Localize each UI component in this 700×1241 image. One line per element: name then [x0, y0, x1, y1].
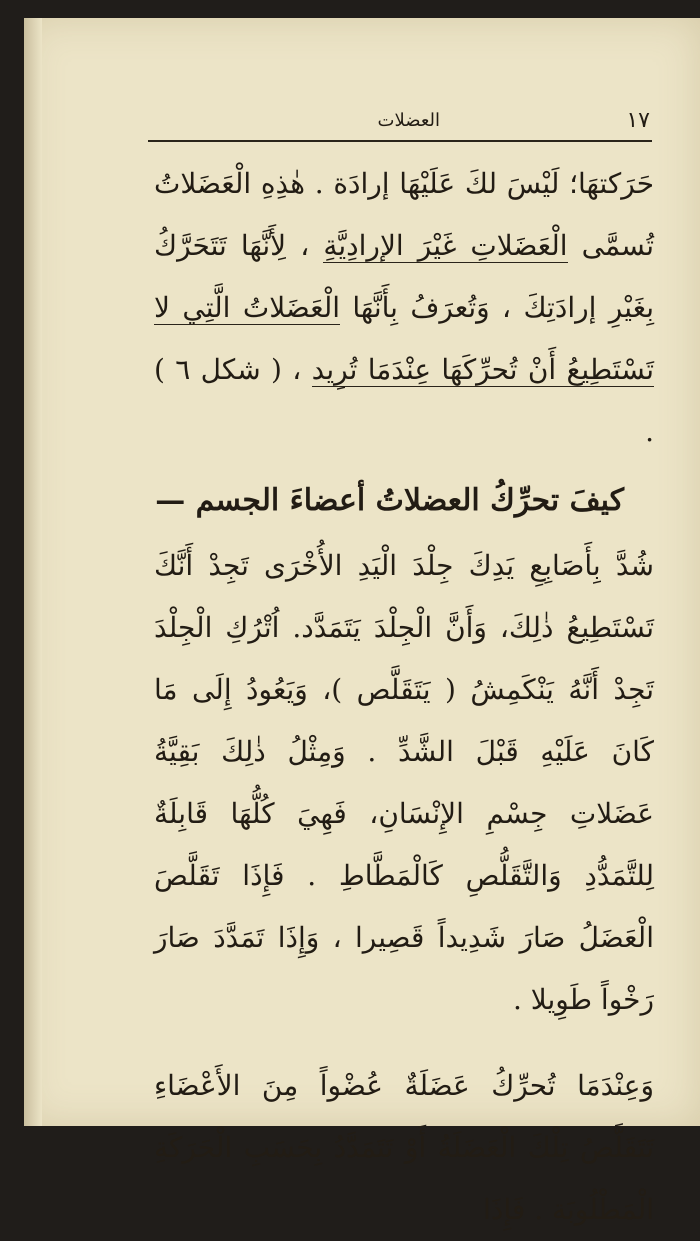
paragraph-gap: [154, 1031, 654, 1055]
p1-underlined-term: الْعَضَلاتِ غَيْرَ الإرادِيَّةِ: [323, 229, 568, 262]
p1-text-c: ، لِأَنَّهَا تَتَحَرَّكُ بِغَيْرِ إرادَتِكَ ، وَتُعرَفُ بِأَنَّهَا: [154, 229, 654, 324]
paragraph-2: شُدَّ بِأَصَابِعِ يَدِكَ جِلْدَ الْيَدِ الأُخْرَى تَجِدْ أَنَّكَ تَسْتَطِيعُ ذٰلِكَ، وَأَنَّ الْجِلْدَ يَتَمَدَّد. اُتْرُكِ الْجِلْدَ تَجِدْ أَنَّهُ يَنْكَمِشُ ( يَتَقَلَّص )، وَيَعُودُ إِلَى مَا كَانَ عَلَيْهِ قَبْلَ الشَّدِّ . وَمِثْلُ ذٰلِكَ بَقِيَّةُ عَضَلاتِ جِسْمِ الإِنْسَانِ، فَهِيَ كُلُّهَا قَابِلَةٌ لِلتَّمَدُّدِ وَالتَّقَلُّصِ كَالْمَطَّاطِ . فَإِذَا تَقَلَّصَ الْعَضَلُ صَارَ شَدِيداً قَصِيرا ، وَإِذَا تَمَدَّدَ صَارَ رَخْواً طَوِيلا .: [154, 549, 654, 1016]
page-body: [154, 153, 654, 1241]
page-spine-shadow: [24, 18, 42, 1126]
header-rule: [148, 140, 652, 142]
running-title: العضلات: [377, 110, 440, 131]
paragraph-3: وَعِنْدَمَا تُحرِّكُ عَضَلَةٌ عُضْواً مِنَ الأَعْضَاءِ تَتَقَلَّصُ تِلْكَ الْعَضَلَةُ أَوْ تَتَمَدَّدُ بِحَسَبِ الْحَرَكَةِ الْمَطْلُوبَة . فَإِذَا: [154, 1069, 654, 1226]
paragraph-1: [154, 153, 654, 463]
p1-text-e: ، ( شكل ٦ ) .: [154, 353, 654, 448]
book-page: [24, 18, 700, 1226]
p1-text-a: حَرَكتهَا؛ لَيْسَ لكَ عَلَيْهَا إرادَة . هٰذِهِ الْعَضَلاتُ تُسمَّى: [154, 167, 654, 262]
page-number: ١٧: [626, 108, 650, 133]
page-header: [150, 108, 650, 138]
p1-underlined-definition: الْعَضَلاتُ الَّتِي لا تَسْتَطِيعُ أَنْ تُحرِّكَهَا عِنْدَمَا تُرِيد: [154, 291, 655, 386]
section-heading: كيفَ تحرِّكُ العضلاتُ أعضاءَ الجسم —: [155, 483, 624, 518]
